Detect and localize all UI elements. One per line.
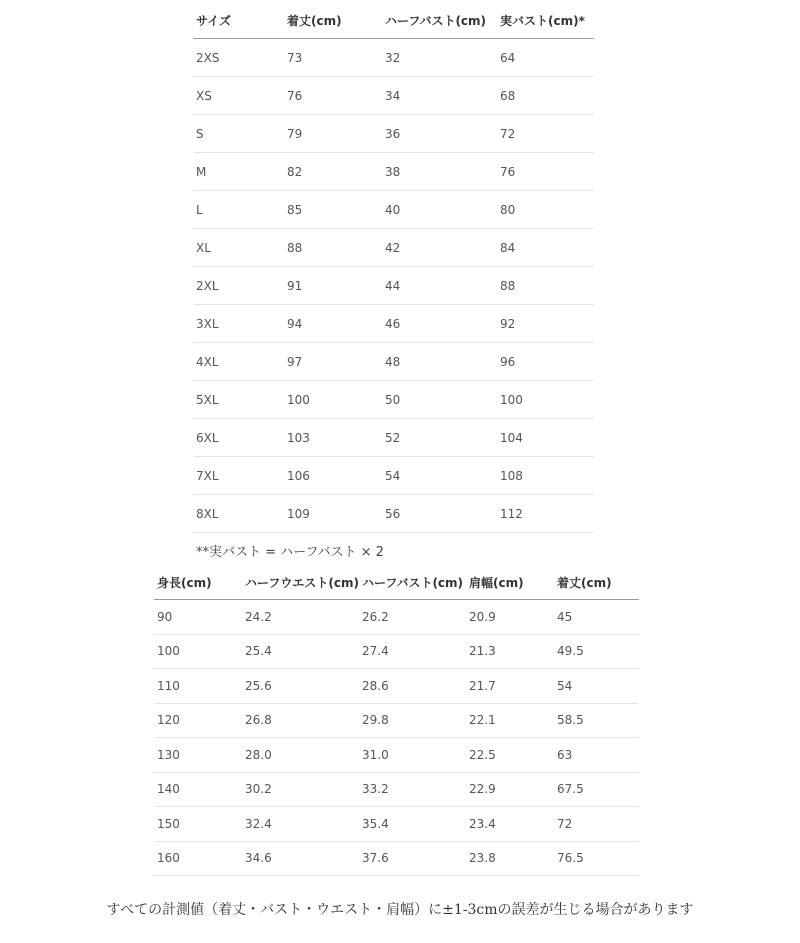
- adult-table-cell: 44: [382, 267, 497, 305]
- kids-size-table-header: [154, 565, 639, 600]
- table-row: [193, 419, 594, 457]
- adult-table-cell: 92: [497, 305, 594, 343]
- adult-table-cell: 100: [497, 381, 594, 419]
- adult-table-cell: 7XL: [193, 457, 284, 495]
- adult-table-cell: 4XL: [193, 343, 284, 381]
- table-row: [193, 267, 594, 305]
- kids-table-cell: 21.3: [466, 634, 554, 669]
- adult-table-cell: 96: [497, 343, 594, 381]
- adult-table-cell: 2XS: [193, 39, 284, 77]
- kids-table-cell: 45: [554, 600, 639, 635]
- adult-table-cell: 5XL: [193, 381, 284, 419]
- kids-table-cell: 37.6: [359, 841, 466, 876]
- adult-size-table: [193, 3, 594, 533]
- adult-table-cell: 40: [382, 191, 497, 229]
- adult-table-cell: 8XL: [193, 495, 284, 533]
- table-row: [154, 669, 639, 704]
- table-row: [193, 457, 594, 495]
- adult-table-cell: 73: [284, 39, 382, 77]
- table-row: [154, 807, 639, 842]
- adult-table-cell: 88: [497, 267, 594, 305]
- adult-table-cell: 56: [382, 495, 497, 533]
- kids-table-cell: 58.5: [554, 703, 639, 738]
- table-row: [193, 39, 594, 77]
- adult-table-cell: M: [193, 153, 284, 191]
- adult-table-cell: 82: [284, 153, 382, 191]
- adult-size-table-body: [193, 39, 594, 533]
- kids-table-cell: 25.6: [242, 669, 359, 704]
- table-row: [154, 600, 639, 635]
- kids-size-table-body: [154, 600, 639, 876]
- kids-table-header-cell: 身長(cm): [154, 565, 242, 600]
- kids-table-cell: 90: [154, 600, 242, 635]
- adult-bust-note: **実バスト = ハーフバスト × 2: [196, 545, 384, 560]
- adult-table-header-cell: 着丈(cm): [284, 3, 382, 39]
- adult-table-cell: 6XL: [193, 419, 284, 457]
- kids-table-cell: 67.5: [554, 772, 639, 807]
- adult-table-cell: 97: [284, 343, 382, 381]
- adult-table-cell: 52: [382, 419, 497, 457]
- adult-table-cell: 36: [382, 115, 497, 153]
- kids-table-cell: 160: [154, 841, 242, 876]
- table-row: [193, 229, 594, 267]
- kids-table-cell: 21.7: [466, 669, 554, 704]
- adult-table-cell: 112: [497, 495, 594, 533]
- adult-table-cell: 91: [284, 267, 382, 305]
- kids-table-cell: 26.2: [359, 600, 466, 635]
- table-row: [154, 738, 639, 773]
- kids-table-cell: 63: [554, 738, 639, 773]
- table-row: [193, 305, 594, 343]
- kids-table-cell: 33.2: [359, 772, 466, 807]
- kids-table-cell: 25.4: [242, 634, 359, 669]
- adult-size-table-header: [193, 3, 594, 39]
- adult-table-cell: 54: [382, 457, 497, 495]
- adult-table-cell: 85: [284, 191, 382, 229]
- kids-table-cell: 23.4: [466, 807, 554, 842]
- adult-table-cell: XL: [193, 229, 284, 267]
- adult-table-cell: 50: [382, 381, 497, 419]
- adult-table-header-cell: ハーフバスト(cm): [382, 3, 497, 39]
- kids-table-cell: 31.0: [359, 738, 466, 773]
- kids-table-cell: 120: [154, 703, 242, 738]
- measurement-error-note: すべての計測値（着丈・バスト・ウエスト・肩幅）に±1-3cmの誤差が生じる場合があります: [106, 902, 694, 918]
- table-row: [193, 191, 594, 229]
- table-row: [193, 77, 594, 115]
- adult-table-cell: 38: [382, 153, 497, 191]
- adult-table-header-cell: 実バスト(cm)*: [497, 3, 594, 39]
- kids-table-header-cell: 着丈(cm): [554, 565, 639, 600]
- adult-table-cell: 80: [497, 191, 594, 229]
- kids-table-cell: 22.5: [466, 738, 554, 773]
- adult-table-cell: 46: [382, 305, 497, 343]
- kids-table-cell: 54: [554, 669, 639, 704]
- adult-table-cell: 109: [284, 495, 382, 533]
- kids-table-cell: 26.8: [242, 703, 359, 738]
- adult-table-cell: 76: [284, 77, 382, 115]
- adult-table-cell: 108: [497, 457, 594, 495]
- table-row: [154, 772, 639, 807]
- adult-table-cell: 84: [497, 229, 594, 267]
- adult-table-header-cell: サイズ: [193, 3, 284, 39]
- kids-table-cell: 22.1: [466, 703, 554, 738]
- table-row: [193, 343, 594, 381]
- kids-table-cell: 23.8: [466, 841, 554, 876]
- adult-table-cell: 3XL: [193, 305, 284, 343]
- kids-table-cell: 35.4: [359, 807, 466, 842]
- adult-table-cell: 34: [382, 77, 497, 115]
- adult-table-cell: 2XL: [193, 267, 284, 305]
- adult-table-cell: 32: [382, 39, 497, 77]
- kids-table-cell: 28.0: [242, 738, 359, 773]
- kids-table-cell: 29.8: [359, 703, 466, 738]
- adult-table-cell: 94: [284, 305, 382, 343]
- table-row: [154, 703, 639, 738]
- adult-table-cell: S: [193, 115, 284, 153]
- kids-table-cell: 34.6: [242, 841, 359, 876]
- kids-table-cell: 22.9: [466, 772, 554, 807]
- table-row: [193, 495, 594, 533]
- adult-table-cell: 100: [284, 381, 382, 419]
- kids-table-cell: 150: [154, 807, 242, 842]
- kids-table-cell: 30.2: [242, 772, 359, 807]
- kids-table-cell: 20.9: [466, 600, 554, 635]
- kids-table-header-cell: ハーフバスト(cm): [359, 565, 466, 600]
- kids-table-cell: 130: [154, 738, 242, 773]
- kids-table-cell: 27.4: [359, 634, 466, 669]
- table-row: [154, 634, 639, 669]
- kids-table-cell: 72: [554, 807, 639, 842]
- kids-table-cell: 28.6: [359, 669, 466, 704]
- adult-table-cell: 88: [284, 229, 382, 267]
- table-row: [193, 115, 594, 153]
- adult-table-cell: 104: [497, 419, 594, 457]
- kids-table-cell: 110: [154, 669, 242, 704]
- table-row: [154, 841, 639, 876]
- kids-table-cell: 32.4: [242, 807, 359, 842]
- adult-table-cell: 68: [497, 77, 594, 115]
- kids-table-header-cell: 肩幅(cm): [466, 565, 554, 600]
- adult-table-cell: 48: [382, 343, 497, 381]
- kids-table-cell: 24.2: [242, 600, 359, 635]
- kids-table-cell: 49.5: [554, 634, 639, 669]
- kids-table-cell: 140: [154, 772, 242, 807]
- adult-table-cell: 103: [284, 419, 382, 457]
- adult-table-cell: 106: [284, 457, 382, 495]
- adult-table-cell: XS: [193, 77, 284, 115]
- adult-table-cell: 42: [382, 229, 497, 267]
- kids-table-cell: 100: [154, 634, 242, 669]
- adult-table-cell: L: [193, 191, 284, 229]
- kids-table-header-cell: ハーフウエスト(cm): [242, 565, 359, 600]
- adult-table-cell: 64: [497, 39, 594, 77]
- adult-table-cell: 72: [497, 115, 594, 153]
- adult-table-cell: 79: [284, 115, 382, 153]
- table-row: [193, 153, 594, 191]
- kids-size-table: [154, 565, 639, 876]
- table-row: [193, 381, 594, 419]
- adult-table-cell: 76: [497, 153, 594, 191]
- kids-table-cell: 76.5: [554, 841, 639, 876]
